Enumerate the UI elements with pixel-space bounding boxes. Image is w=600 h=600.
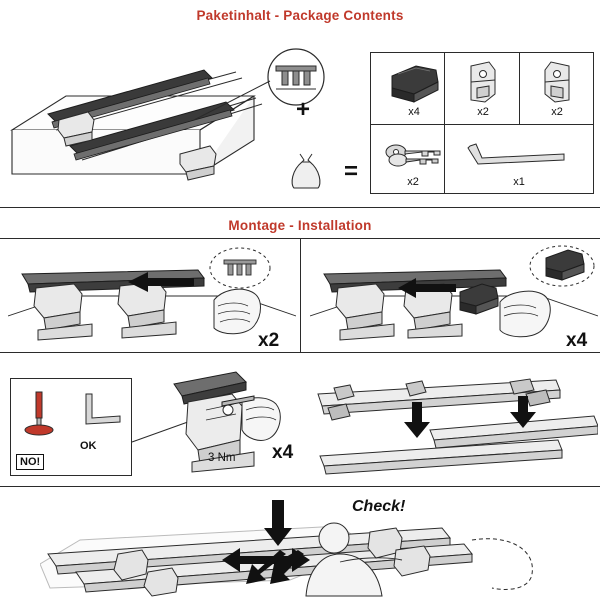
step3-qty: x4: [272, 442, 294, 463]
step1-qty: x2: [258, 330, 280, 351]
bars-onto-rails-illustration: [310, 368, 598, 480]
torque-value: 3 Nm: [208, 452, 236, 464]
check-illustration: [40, 492, 560, 598]
clamp-bracket-left-icon: [463, 58, 503, 110]
ok-label: OK: [80, 440, 97, 452]
clamp-bracket-right-icon: [537, 58, 577, 110]
no-label: NO!: [16, 454, 44, 470]
allen-wrench-icon: [464, 142, 574, 174]
parts-bag-icon: [282, 146, 330, 194]
divider-4: [0, 486, 600, 487]
callout-leader-line: [192, 76, 272, 124]
no-ok-tools-illustration: [16, 384, 128, 450]
parts-table-col-divider-2: [519, 52, 520, 124]
part-qty-1: x4: [408, 106, 420, 118]
step2-qty: x4: [566, 330, 588, 351]
part-qty-4: x2: [407, 176, 419, 188]
install-step2-illustration: [310, 244, 598, 348]
part-qty-3: x2: [551, 106, 563, 118]
parts-table-col-divider-1: [444, 52, 445, 124]
page-title-installation: Montage - Installation: [228, 218, 372, 233]
install-step1-illustration: [8, 244, 296, 348]
roof-bar-foot-cover-icon: [386, 60, 442, 108]
equals-symbol: =: [344, 158, 359, 185]
page-title-package: Paketinhalt - Package Contents: [196, 8, 404, 23]
divider-vertical-mid: [300, 238, 301, 352]
part-qty-2: x2: [477, 106, 489, 118]
parts-table-row-divider: [370, 124, 594, 125]
divider-3: [0, 352, 600, 353]
check-label: Check!: [352, 498, 406, 515]
divider-1: [0, 207, 600, 208]
part-qty-5: x1: [513, 176, 525, 188]
plus-symbol: +: [296, 96, 311, 123]
keys-icon: [384, 140, 446, 172]
